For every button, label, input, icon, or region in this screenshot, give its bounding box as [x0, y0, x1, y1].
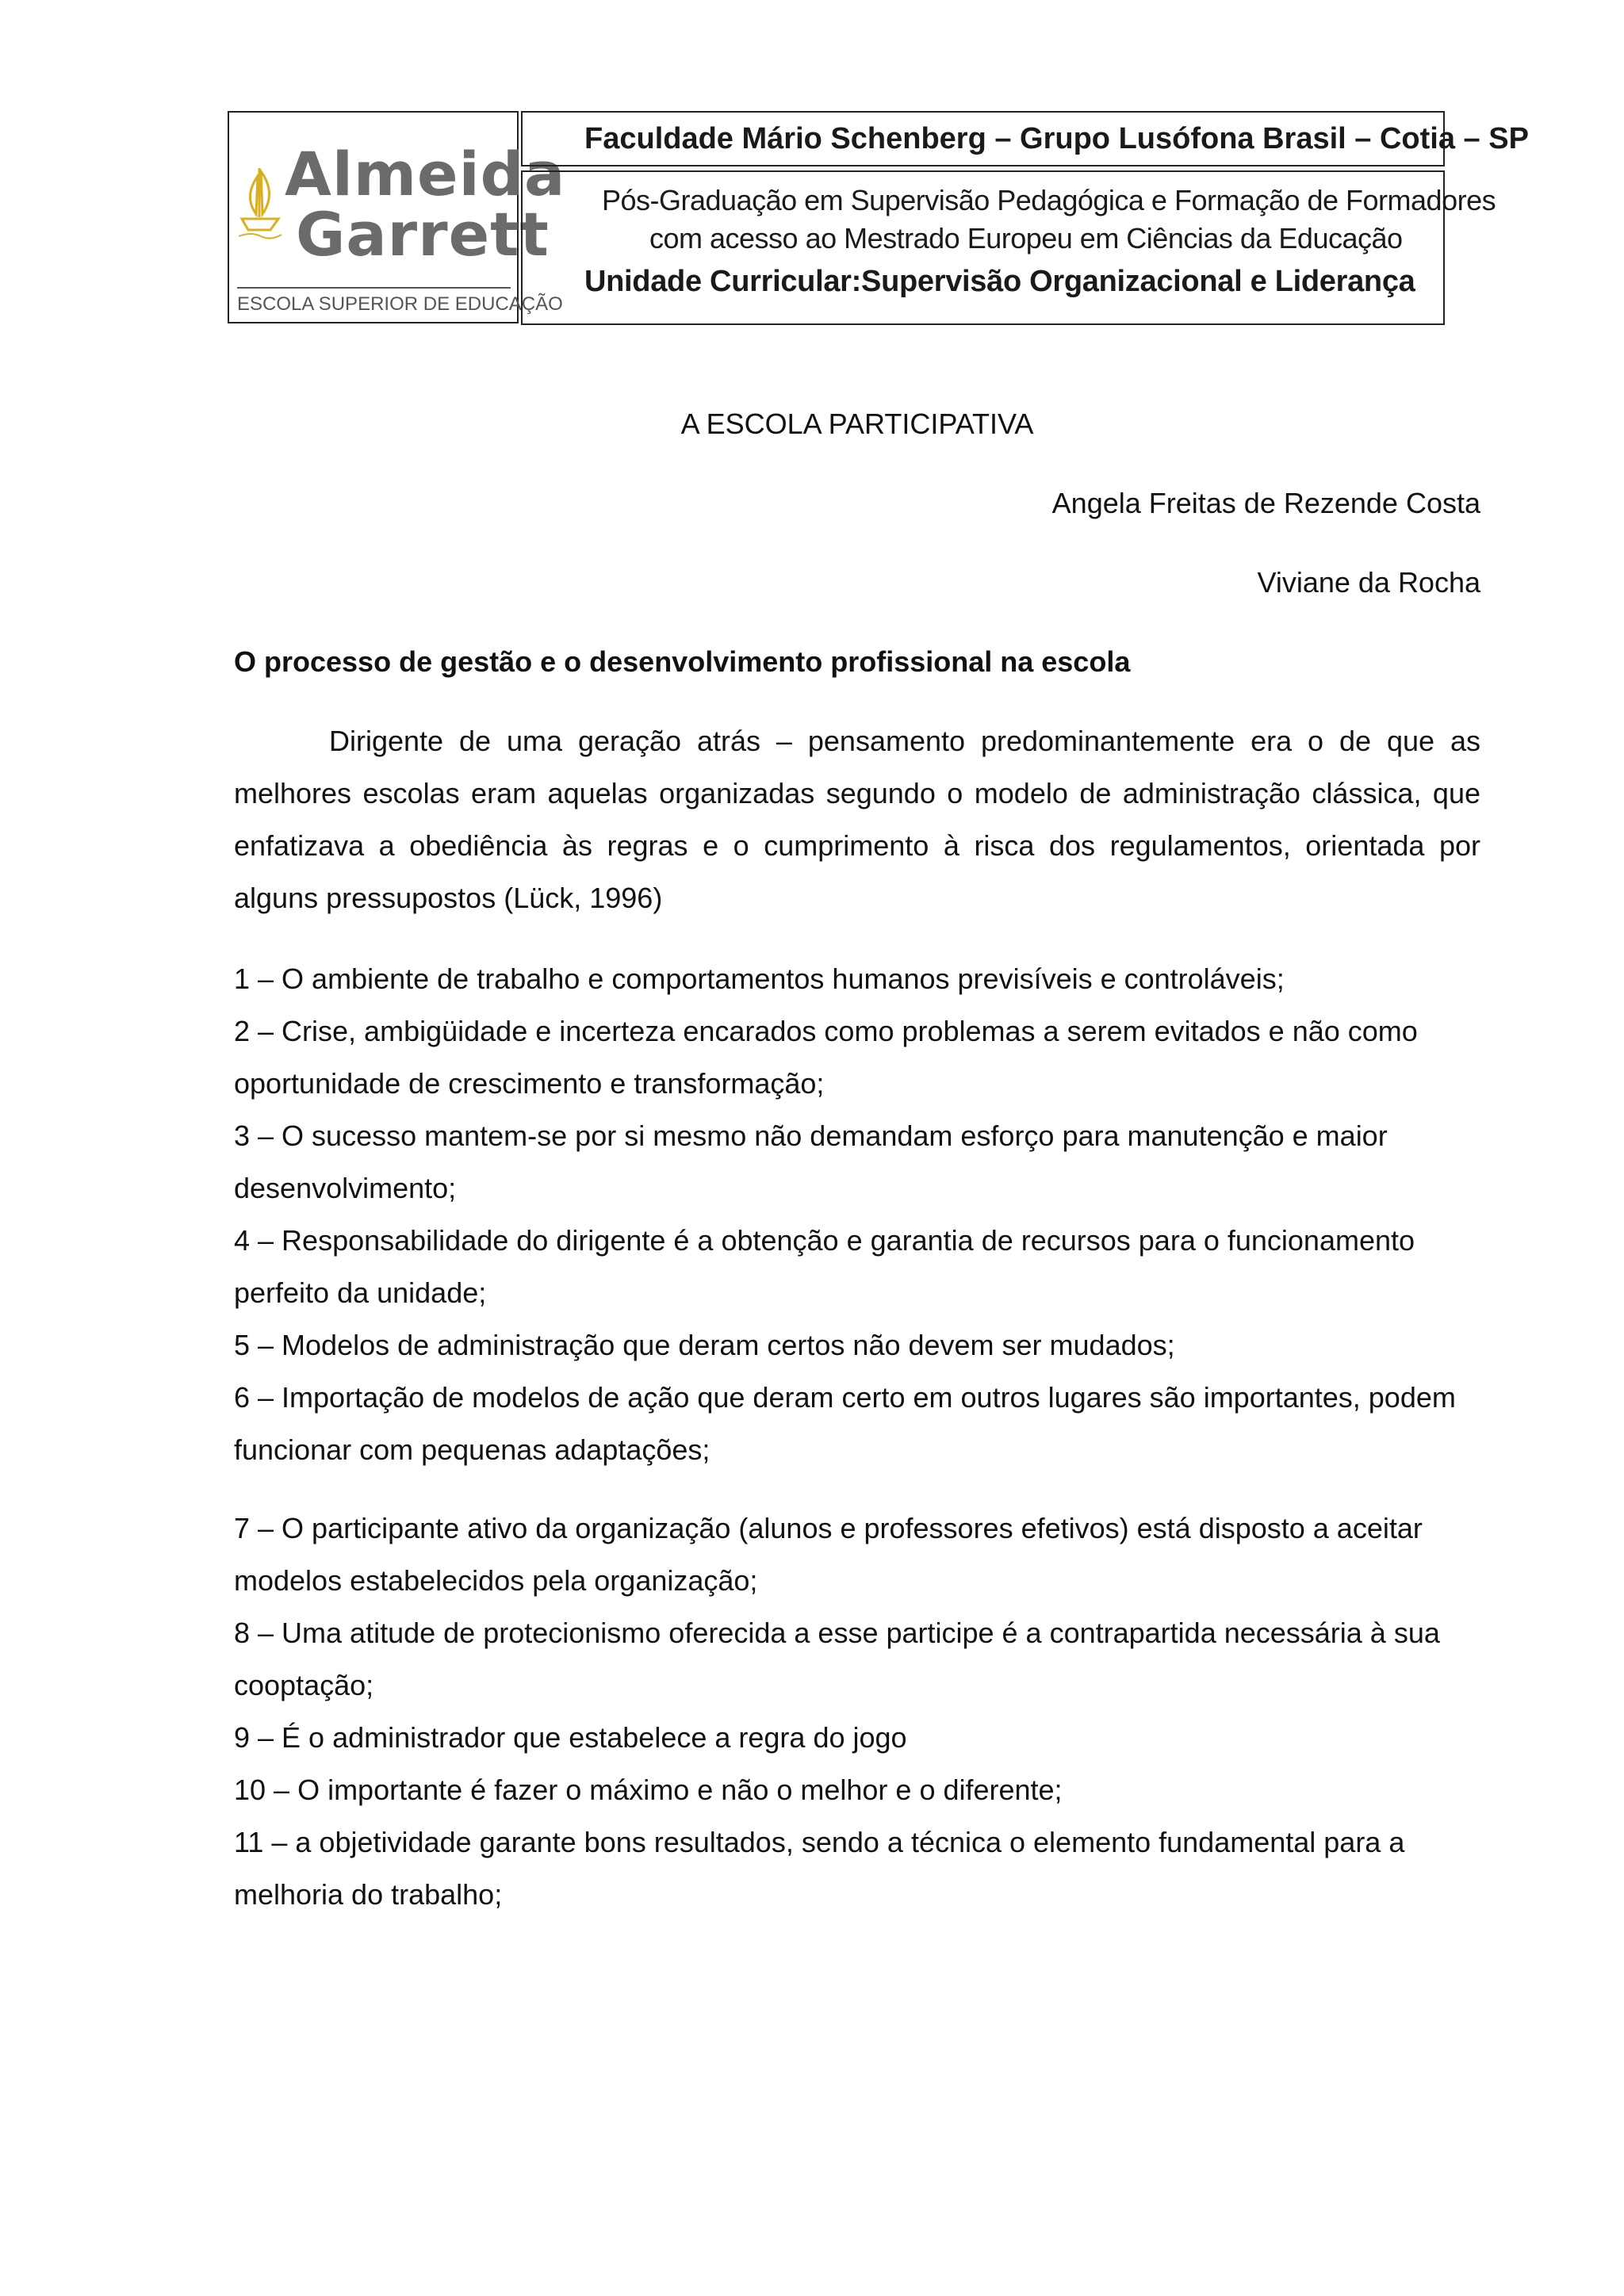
intro-paragraph: Dirigente de uma geração atrás – pensamento predominantemente era o de que as melhores escolas eram aquelas organizadas segundo o modelo de administração clássica, que enfatizava a obediência às regras e o cumprimento à risca dos regulamentos, orientada por alguns pressupostos (Lück, 1996)	[234, 725, 1480, 914]
course-info	[521, 170, 1496, 325]
list-item: 5 – Modelos de administração que deram certos não devem ser mudados;	[234, 1329, 1175, 1361]
assumptions-list	[234, 953, 1480, 1921]
list-item: 6 – Importação de modelos de ação que deram certo em outros lugares são importantes, podem funcionar com pequenas adaptações;	[234, 1381, 1456, 1466]
author-1: Angela Freitas de Rezende Costa	[1051, 487, 1480, 519]
course-masters-access: com acesso ao Mestrado Europeu em Ciências da Educação	[649, 222, 1403, 254]
list-item: 4 – Responsabilidade do dirigente é a obtenção e garantia de recursos para o funcionamento perfeito da unidade;	[234, 1224, 1415, 1309]
list-item: 3 – O sucesso mantem-se por si mesmo não demandam esforço para manutenção e maior desenvolvimento;	[234, 1119, 1388, 1204]
institution-logo	[228, 111, 566, 323]
document-title: A ESCOLA PARTICIPATIVA	[680, 408, 1034, 440]
logo-text-almeida: Almeida	[285, 139, 566, 209]
institution-name: Faculdade Mário Schenberg – Grupo Lusófona Brasil – Cotia – SP	[521, 111, 1445, 166]
list-item: 10 – O importante é fazer o máximo e não o melhor e o diferente;	[234, 1774, 1063, 1806]
document-header	[228, 111, 1529, 325]
course-unit: Unidade Curricular:Supervisão Organizacional e Liderança	[584, 265, 1415, 298]
list-item: 7 – O participante ativo da organização (alunos e professores efetivos) está disposto a aceitar modelos estabelecidos pela organização;	[234, 1512, 1423, 1597]
list-item: 11 – a objetividade garante bons resultados, sendo a técnica o elemento fundamental para a melhoria do trabalho;	[234, 1826, 1405, 1911]
list-item: 8 – Uma atitude de protecionismo oferecida a esse participe é a contrapartida necessária à sua cooptação;	[234, 1617, 1440, 1701]
list-item: 1 – O ambiente de trabalho e comportamentos humanos previsíveis e controláveis;	[234, 962, 1285, 995]
course-program: Pós-Graduação em Supervisão Pedagógica e Formação de Formadores	[602, 184, 1496, 216]
logo-school-name: ESCOLA SUPERIOR DE EDUCAÇÃO	[237, 287, 511, 316]
list-item: 9 – É o administrador que estabelece a regra do jogo	[234, 1721, 907, 1754]
author-2: Viviane da Rocha	[1257, 566, 1480, 599]
sailboat-icon	[236, 162, 285, 241]
list-item: 2 – Crise, ambigüidade e incerteza encarados como problemas a serem evitados e não como oportunidade de crescimento e transformação;	[234, 1015, 1418, 1100]
logo-text-garrett: Garrett	[296, 199, 550, 270]
section-heading: O processo de gestão e o desenvolvimento profissional na escola	[234, 645, 1131, 678]
